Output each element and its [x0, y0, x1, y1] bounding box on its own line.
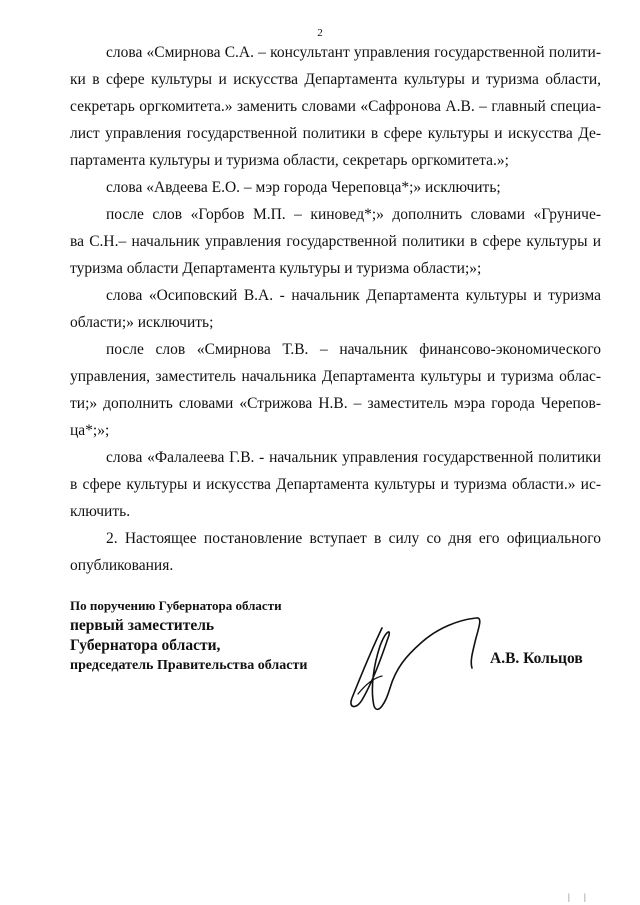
text-line: слова «Осиповский В.А. - начальник Департамента культуры и туризма [106, 287, 601, 304]
signature-block [70, 596, 307, 676]
text-line: опубликования. [70, 557, 174, 574]
handwritten-signature [330, 598, 490, 718]
text-line: после слов «Горбов М.П. – киновед*;» дополнить словами «Груниче- [106, 206, 601, 223]
text-line: 2. Настоящее постановление вступает в силу со дня его официального [106, 530, 601, 547]
text-line: ти;» дополнить словами «Стрижова Н.В. – заместитель мэра города Черепов- [70, 395, 601, 412]
text-line: ключить. [70, 503, 131, 520]
document-body [70, 39, 601, 579]
text-line: слова «Фалалеева Г.В. - начальник управления государственной политики [106, 449, 601, 466]
text-line: ки в сфере культуры и искусства Департамента культуры и туризма области, [70, 71, 601, 88]
signer-name: А.В. Кольцов [490, 650, 583, 667]
page-number: 2 [317, 27, 323, 39]
text-line: области;» исключить; [70, 314, 214, 331]
text-line: слова «Смирнова С.А. – консультант управления государственной полити- [106, 44, 601, 61]
text-line: после слов «Смирнова Т.В. – начальник финансово-экономического [106, 341, 601, 358]
signatory-title-line: первый заместитель [70, 617, 215, 634]
text-line: ца*;»; [70, 422, 110, 439]
signatory-title-line: председатель Правительства области [70, 658, 308, 673]
footer-marks: | | [568, 892, 592, 902]
text-line: ва С.Н.– начальник управления государственной политики в сфере культуры и [70, 233, 601, 250]
signatory-authority: По поручению Губернатора области [70, 598, 282, 613]
signatory-title-line: Губернатора области, [70, 637, 221, 654]
text-line: слова «Авдеева Е.О. – мэр города Череповца*;» исключить; [106, 179, 501, 196]
text-line: партамента культуры и туризма области, секретарь оргкомитета.»; [70, 152, 509, 169]
text-line: лист управления государственной политики в сфере культуры и искусства Де- [70, 125, 601, 142]
text-line: туризма области Департамента культуры и туризма области;»; [70, 260, 482, 277]
text-line: в сфере культуры и искусства Департамента культуры и туризма области.» ис- [70, 476, 601, 493]
text-line: управления, заместитель начальника Департамента культуры и туризма облас- [70, 368, 601, 385]
text-line: секретарь оргкомитета.» заменить словами «Сафронова А.В. – главный специа- [70, 98, 601, 115]
